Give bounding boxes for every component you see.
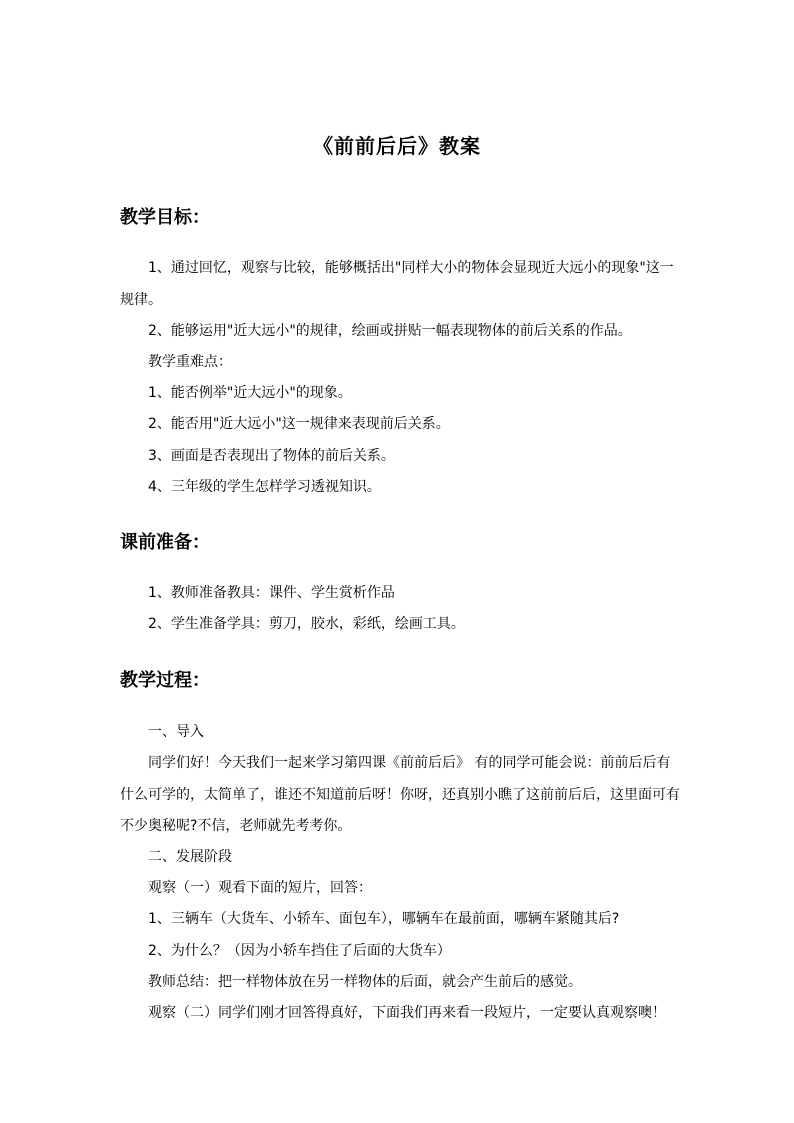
process-line-8: 2、为什么？（因为小轿车挡住了后面的大货车） — [148, 943, 451, 959]
process-line-4: 不少奥秘呢?不信，老师就先考考你。 — [120, 818, 352, 834]
goals-line-6: 2、能否用"近大远小"这一规律来表现前后关系。 — [148, 416, 450, 432]
goals-line-3: 2、能够运用"近大远小"的规律，绘画或拼贴一幅表现物体的前后关系的作品。 — [148, 323, 632, 339]
goals-line-2: 规律。 — [120, 292, 162, 308]
process-line-7: 1、三辆车（大货车、小轿车、面包车），哪辆车在最前面，哪辆车紧随其后? — [148, 911, 620, 927]
document-title: 《前前后后》教案 — [313, 134, 481, 158]
process-line-10: 观察（二）同学们刚才回答得真好，下面我们再来看一段短片，一定要认真观察噢！ — [148, 1005, 666, 1021]
goals-line-1: 1、通过回忆，观察与比较，能够概括出"同样大小的物体会显现近大远小的现象"这一 — [148, 260, 674, 276]
heading-process: 教学过程： — [120, 670, 210, 691]
process-line-1: 一、导入 — [148, 724, 204, 740]
goals-line-5: 1、能否例举"近大远小"的现象。 — [148, 385, 352, 401]
prep-line-1: 1、教师准备教具：课件、学生赏析作品 — [148, 585, 395, 601]
process-line-5: 二、发展阶段 — [148, 849, 232, 865]
goals-line-4: 教学重难点： — [148, 354, 232, 370]
heading-prep: 课前准备： — [120, 532, 210, 553]
goals-line-7: 3、画面是否表现出了物体的前后关系。 — [148, 448, 395, 464]
heading-goals: 教学目标： — [120, 207, 210, 228]
process-line-3: 什么可学的，太简单了，谁还不知道前后呀！你呀，还真别小瞧了这前前后后，这里面可有 — [120, 787, 680, 803]
process-line-9: 教师总结：把一样物体放在另一样物体的后面，就会产生前后的感觉。 — [148, 974, 582, 990]
process-line-2: 同学们好！今天我们一起来学习第四课《前前后后》 有的同学可能会说：前前后后有 — [148, 755, 671, 771]
process-line-6: 观察（一）观看下面的短片，回答： — [148, 880, 372, 896]
prep-line-2: 2、学生准备学具：剪刀，胶水，彩纸，绘画工具。 — [148, 616, 465, 632]
goals-line-8: 4、三年级的学生怎样学习透视知识。 — [148, 479, 381, 495]
